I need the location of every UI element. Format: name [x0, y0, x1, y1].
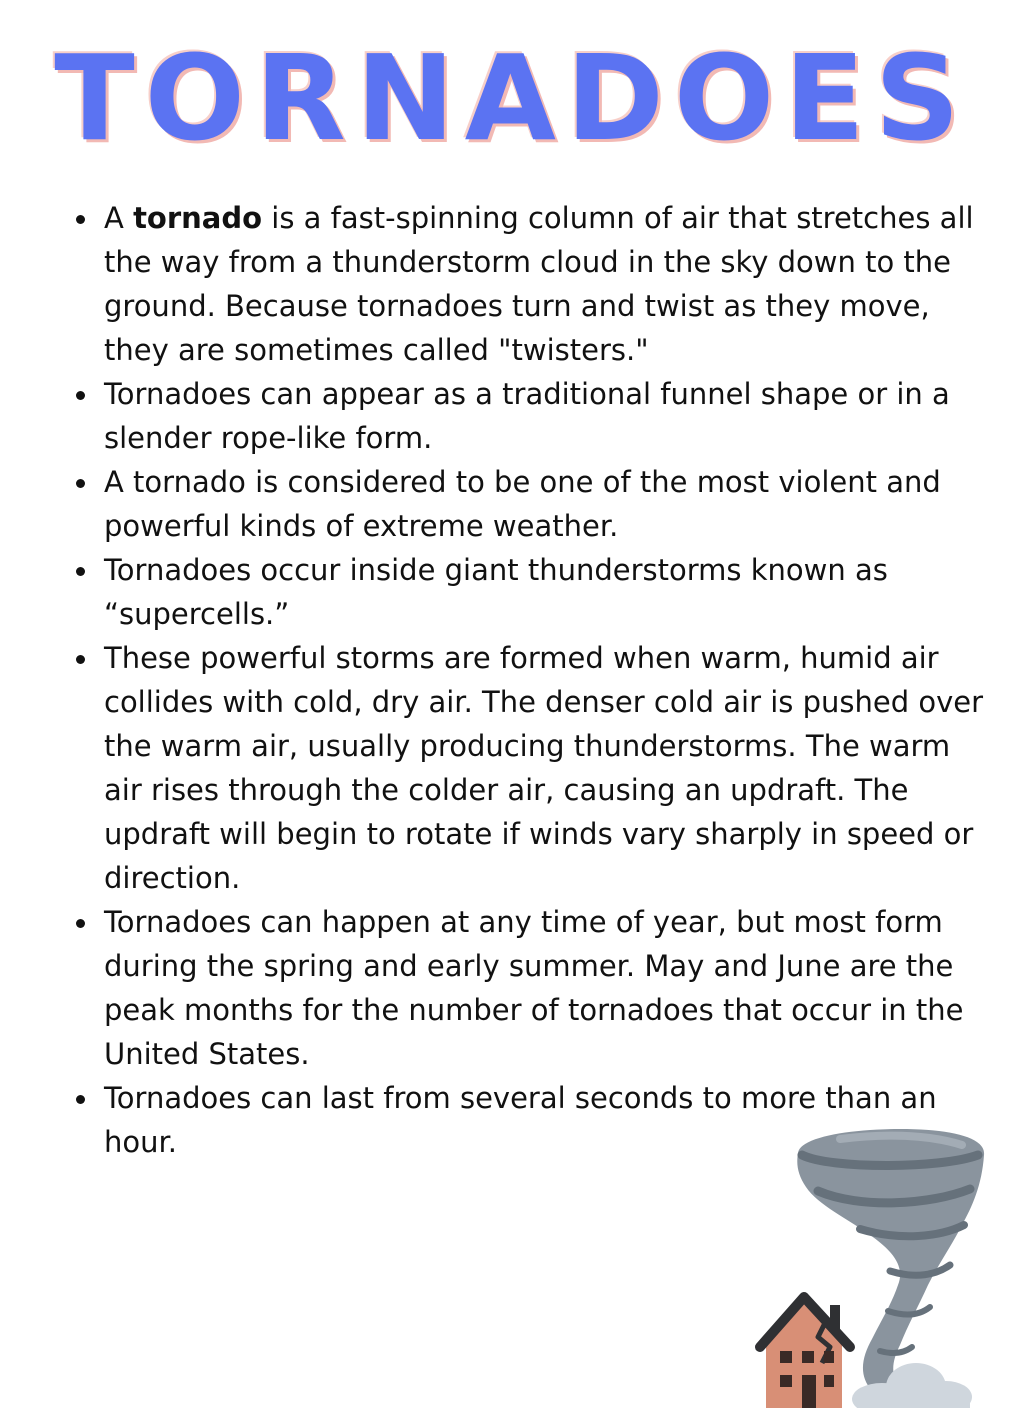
- fact-item: [76, 548, 996, 636]
- fact-text: Tornadoes can appear as a traditional funnel shape or in a slender rope-like form.: [104, 377, 950, 455]
- fact-item: [76, 636, 996, 900]
- fact-text-prefix: A: [104, 201, 134, 235]
- fact-text: A tornado is considered to be one of the most violent and powerful kinds of extreme weather.: [104, 465, 941, 543]
- bullet-icon: [76, 215, 85, 224]
- fact-text: Tornadoes can last from several seconds to more than an hour.: [104, 1081, 937, 1159]
- bullet-icon: [76, 567, 85, 576]
- fact-text: Tornadoes can happen at any time of year, but most form during the spring and early summer. May and June are the peak months for the number of tornadoes that occur in the United States.: [104, 905, 964, 1071]
- fact-text: Tornadoes occur inside giant thunderstorms known as “supercells.”: [104, 553, 888, 631]
- fact-keyword: tornado: [133, 201, 263, 235]
- tornado-house-icon: [740, 1125, 1000, 1408]
- facts-list: [76, 196, 996, 1164]
- fact-item: [76, 900, 996, 1076]
- bullet-icon: [76, 479, 85, 488]
- bullet-icon: [76, 655, 85, 664]
- page-title: TORNADOES: [54, 29, 970, 167]
- fact-item: [76, 372, 996, 460]
- fact-item: [76, 196, 996, 372]
- bullet-icon: [76, 1095, 85, 1104]
- bullet-icon: [76, 391, 85, 400]
- fact-text: These powerful storms are formed when warm, humid air collides with cold, dry air. The denser cold air is pushed over the warm air, usually producing thunderstorms. The warm air rises through the colder air, causing an updraft. The updraft will begin to rotate if winds vary sharply in speed or direction.: [104, 641, 984, 895]
- fact-text: is a fast-spinning column of air that stretches all the way from a thunderstorm cloud in the sky down to the ground. Because tornadoes turn and twist as they move, they are sometimes called "twisters.": [104, 201, 974, 367]
- bullet-icon: [76, 919, 85, 928]
- house-icon: [760, 1297, 850, 1408]
- fact-item: [76, 460, 996, 548]
